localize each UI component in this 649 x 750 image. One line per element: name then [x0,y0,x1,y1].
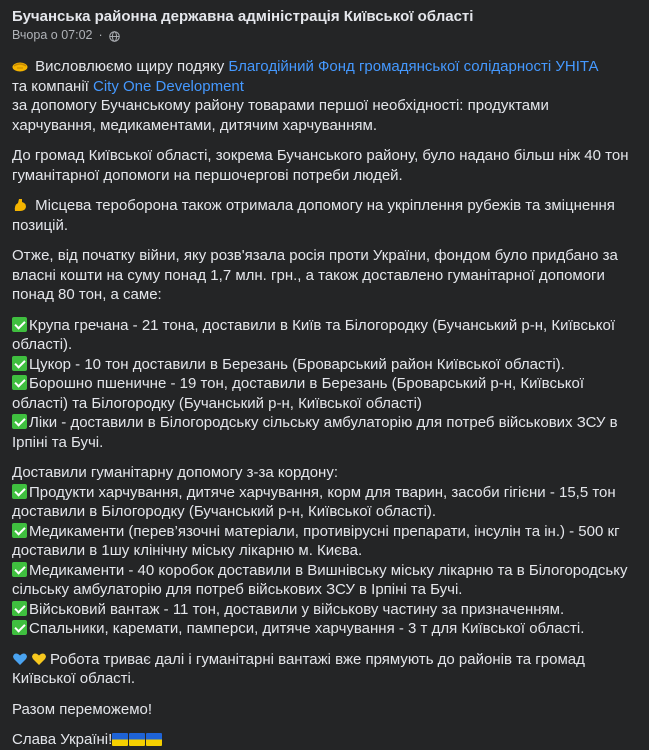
check-mark-icon [12,484,27,499]
post-paragraph [12,246,637,305]
post-text: сільську амбулаторію для потреб військових ЗСУ в Ірпіні та Бучі. [12,581,463,598]
post-text: Ліки - доставили в Білогородську сільську амбулаторію для потреб військових ЗСУ в [29,414,618,431]
post-line [12,394,637,414]
post-line [12,700,637,720]
post-line [12,522,637,542]
post-line [12,541,637,561]
check-mark-icon [12,523,27,538]
meta-separator: · [98,28,103,42]
post-text: Борошно пшеничне - 19 тон, доставили в Березань (Броварський р-н, Київської [29,375,584,392]
post-text: Робота триває далі і гуманітарні вантажі вже прямують до районів та громад [50,650,585,668]
post-line [12,669,637,689]
post-text: Місцева тероборона також отримала допомогу на укріплення рубежів та зміцнення [31,197,615,214]
post-paragraph [12,57,637,135]
post-text: доставили в Білогородку (Бучанський р-н, Київської області). [12,503,437,520]
post-text: Ірпіні та Бучі. [12,433,104,451]
post-text: Київської області. [12,670,136,687]
post-line [12,502,637,522]
post-paragraph [12,463,637,639]
post-text: Висловлюємо щиру подяку [31,58,229,75]
post-text: Спальники, каремати, памперси, дитяче харчування - 3 т для Київської області. [29,620,585,637]
post-meta [12,27,637,43]
check-mark-icon [12,562,27,577]
post-paragraph [12,650,637,689]
post-line [12,266,637,286]
post-line [12,561,637,581]
post-text: Крупа гречана - 21 тона, доставили в Київ та Білогородку (Бучанський р-н, Київської [29,316,616,334]
post-line [12,433,637,453]
post-line [12,619,637,639]
post-line [12,166,637,186]
post-text: харчування, медикаментами, дитячим харчуванням. [12,116,377,134]
post-text: Разом переможемо! [12,700,153,718]
post-timestamp[interactable]: Вчора о 07:02 [12,28,93,42]
post-line [12,730,637,750]
check-mark-icon [12,414,27,429]
post-line [12,146,637,166]
post-line [12,463,637,483]
post-text: Медикаменти - 40 коробок доставили в Вишнівську міську лікарню та в Білогородську [29,561,628,579]
yellow-heart-icon [31,651,47,667]
check-mark-icon [12,620,27,635]
post-line [12,335,637,355]
post-paragraph [12,730,637,750]
post-text: Військовий вантаж - 11 тон, доставили у військову частину за призначенням. [29,600,565,618]
post-text: Продукти харчування, дитяче харчування, корм для тварин, засоби гігієни - 15,5 тон [29,483,616,501]
ukraine-flag-icon [146,733,162,746]
flexed-biceps-icon [12,197,28,213]
post-line [12,580,637,600]
post-paragraph [12,316,637,453]
post-text: власні кошти на суму понад 1,7 млн. грн., а також доставлено гуманітарної допомоги [12,266,605,284]
post-line [12,650,637,670]
post-text: понад 80 тон, а саме: [12,286,162,303]
globe-icon[interactable] [109,30,120,41]
post-line [12,413,637,433]
check-mark-icon [12,601,27,616]
post-line [12,57,637,77]
post-paragraph [12,700,637,720]
post-text: До громад Київської області, зокрема Бучанського району, було надано більш ніж 40 тон [12,147,629,164]
check-mark-icon [12,356,27,371]
post-link[interactable]: City One Development [93,77,244,95]
handshake-icon [12,58,28,74]
post-line [12,600,637,620]
post-line [12,216,637,236]
post-line [12,246,637,266]
post-text: Медикаменти (перев’язочні матеріали, противірусні препарати, інсулін та ін.) - 500 кг [29,522,620,540]
post-paragraph [12,196,637,235]
post-line [12,196,637,216]
post-line [12,316,637,336]
post-text: Отже, від початку війни, яку розв'язала росія проти України, фондом було придбано за [12,247,618,264]
post-text: та компанії [12,77,94,95]
post-text: Слава Україні! [12,731,113,748]
post-text: області) та Білогородку (Бучанський р-н, Київської області) [12,394,422,412]
post-link[interactable]: Благодійний Фонд громадянської солідарності УНІТА [228,58,599,75]
blue-heart-icon [12,651,28,667]
check-mark-icon [12,317,27,332]
post-line [12,374,637,394]
ukraine-flag-icon [112,733,128,746]
post-line [12,116,637,136]
post-body [12,57,637,750]
post-text: за допомогу Бучанському району товарами першої необхідності: продуктами [12,97,549,114]
post-text: гуманітарної допомоги на першочергові потреби людей. [12,166,403,184]
post-author-name[interactable]: Бучанська районна державна адміністрація Київської області [12,8,474,25]
ukraine-flag-icon [129,733,145,746]
post-line [12,483,637,503]
post-text: доставили в 1шу клінічну міську лікарню м. Києва. [12,542,363,559]
post-line [12,285,637,305]
post-paragraph [12,146,637,185]
post-text: Доставили гуманітарну допомогу з-за кордону: [12,464,339,481]
post-text: позицій. [12,216,69,234]
post-line [12,96,637,116]
check-mark-icon [12,375,27,390]
post-text: області). [12,336,73,353]
post-line [12,77,637,97]
post-text: Цукор - 10 тон доставили в Березань (Броварський район Київської області). [29,355,565,373]
post-line [12,355,637,375]
